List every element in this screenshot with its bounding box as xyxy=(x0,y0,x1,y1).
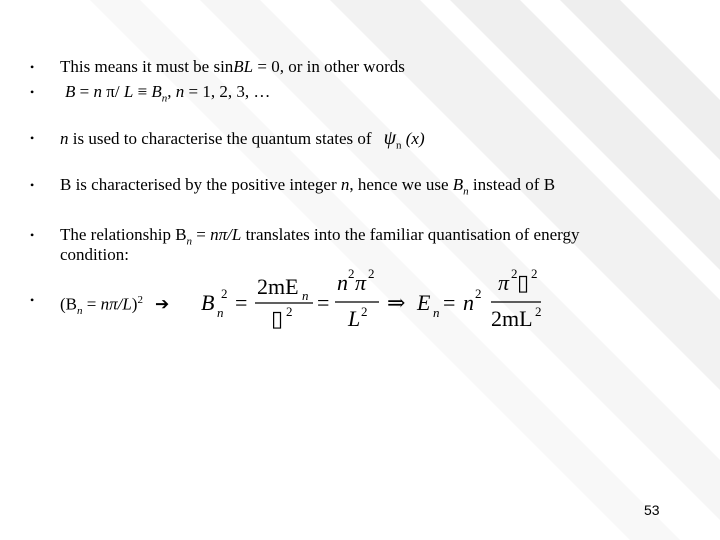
eq-den2-L: L xyxy=(348,306,361,331)
bullet-4-text: B is characterised by the positive integer n, hence we use $B_n$ instead of B xyxy=(60,175,556,198)
quantisation-equation xyxy=(195,262,555,334)
eq-num3-pi: π xyxy=(498,270,510,295)
eq-n-sub: n xyxy=(217,305,224,320)
bullet-dot: • xyxy=(30,131,35,145)
eq-den1: ▯ xyxy=(271,306,284,331)
eq-implies: ⇒ xyxy=(387,290,406,315)
eq-equals-2: = xyxy=(317,290,330,315)
eq-den2-sq: 2 xyxy=(361,304,368,319)
bullet-dot: • xyxy=(30,85,35,99)
eq-den3: 2mL xyxy=(491,306,533,331)
bullet-5-text: The relationship $B_n = n\pi/L$ translates into the familiar quantisation of energy xyxy=(60,225,580,248)
bullet-2-text: B = n π/ $L \equiv B_n$, n = 1, 2, 3, … xyxy=(65,82,271,105)
eq-den1-sq: 2 xyxy=(286,304,293,319)
eq-E: E xyxy=(417,290,431,315)
eq-num2-pi: π xyxy=(355,270,367,295)
bullet-5-line2: condition: xyxy=(60,245,129,264)
eq-num1: 2mE xyxy=(257,274,299,299)
bullet-1-text: This means it must be sinBL = 0, or in other words xyxy=(60,57,405,76)
eq-E-sub: n xyxy=(433,305,440,320)
eq-num1-sub: n xyxy=(302,288,309,303)
eq-n: n xyxy=(463,290,474,315)
bullet-dot: • xyxy=(30,293,35,307)
eq-equals-3: = xyxy=(443,290,456,315)
eq-num2-pisq: 2 xyxy=(368,266,375,281)
bullet-dot: • xyxy=(30,178,35,192)
eq-den3-sq: 2 xyxy=(535,304,542,319)
eq-num3-pisq: 2 xyxy=(511,266,518,281)
bullet-6-text: $(B_n = n\pi/L)^2$ ➔ xyxy=(60,294,170,318)
page-number: 53 xyxy=(644,502,660,518)
eq-num2-nsq: 2 xyxy=(348,266,355,281)
eq-sq: 2 xyxy=(221,286,228,301)
eq-n-sq: 2 xyxy=(475,286,482,301)
eq-num3-box: ▯ xyxy=(517,270,530,295)
eq-num3-boxsq: 2 xyxy=(531,266,538,281)
eq-B: B xyxy=(201,290,215,315)
bullet-dot: • xyxy=(30,60,35,74)
eq-equals-1: = xyxy=(235,290,248,315)
bullet-3-text: n is used to characterise the quantum states of $\psi_n$ (x) xyxy=(60,127,425,152)
bullet-dot: • xyxy=(30,228,35,242)
eq-num2-n: n xyxy=(337,270,348,295)
